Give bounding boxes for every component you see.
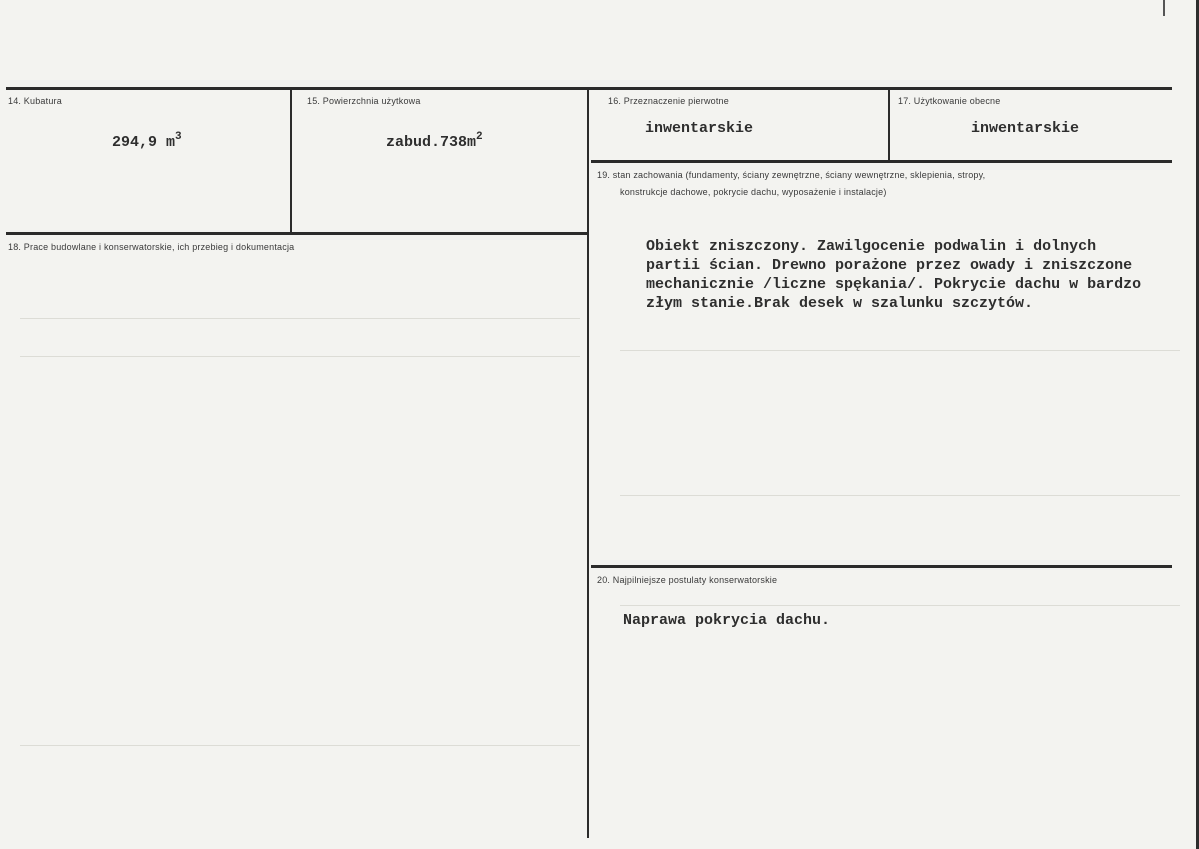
top-edge-tick — [1163, 0, 1165, 16]
divider-14-15 — [290, 89, 292, 234]
field-19-text — [646, 237, 1141, 313]
bleed-line — [620, 495, 1180, 496]
field-17-value: inwentarskie — [971, 120, 1080, 137]
field-16-label: 16. Przeznaczenie pierwotne — [608, 96, 729, 106]
bleed-line — [20, 318, 580, 319]
bleed-line — [620, 605, 1180, 606]
field-19-line: złym stanie.Brak desek w szalunku szczytów. — [646, 295, 1034, 312]
field-20-value: Naprawa pokrycia dachu. — [623, 612, 831, 629]
field-18-label: 18. Prace budowlane i konserwatorskie, ich przebieg i dokumentacja — [8, 242, 295, 252]
field-17-label: 17. Użytkowanie obecne — [898, 96, 1001, 106]
field-19-line: partii ścian. Drewno porażone przez owady i zniszczone — [646, 257, 1133, 274]
rule-under-19 — [591, 565, 1172, 568]
top-rule — [6, 87, 1172, 90]
bleed-line — [20, 356, 580, 357]
field-16-value: inwentarskie — [645, 120, 754, 137]
field-15-value: $zabud.738m^2$ — [386, 131, 483, 151]
field-14-label: 14. Kubatura — [8, 96, 62, 106]
divider-main — [587, 89, 589, 838]
bleed-line — [20, 745, 580, 746]
rule-under-14-15 — [6, 232, 589, 235]
field-19-line: mechanicznie /liczne spękania/. Pokrycie dachu w bardzo — [646, 276, 1142, 293]
field-14-value: 294,9 $m^3$ — [112, 131, 182, 151]
divider-16-17 — [888, 89, 890, 161]
field-19-line: Obiekt zniszczony. Zawilgocenie podwalin i dolnych — [646, 238, 1097, 255]
field-19-label: 19. stan zachowania (fundamenty, ściany zewnętrzne, ściany wewnętrzne, sklepienia, stropy, konstrukcje dachowe, pokrycie dachu, wyposażenie i instalacje) — [597, 170, 986, 197]
rule-under-16-17 — [591, 160, 1172, 163]
bleed-line — [620, 350, 1180, 351]
field-15-label: 15. Powierzchnia użytkowa — [307, 96, 421, 106]
field-20-label: 20. Najpilniejsze postulaty konserwatorskie — [597, 575, 778, 585]
